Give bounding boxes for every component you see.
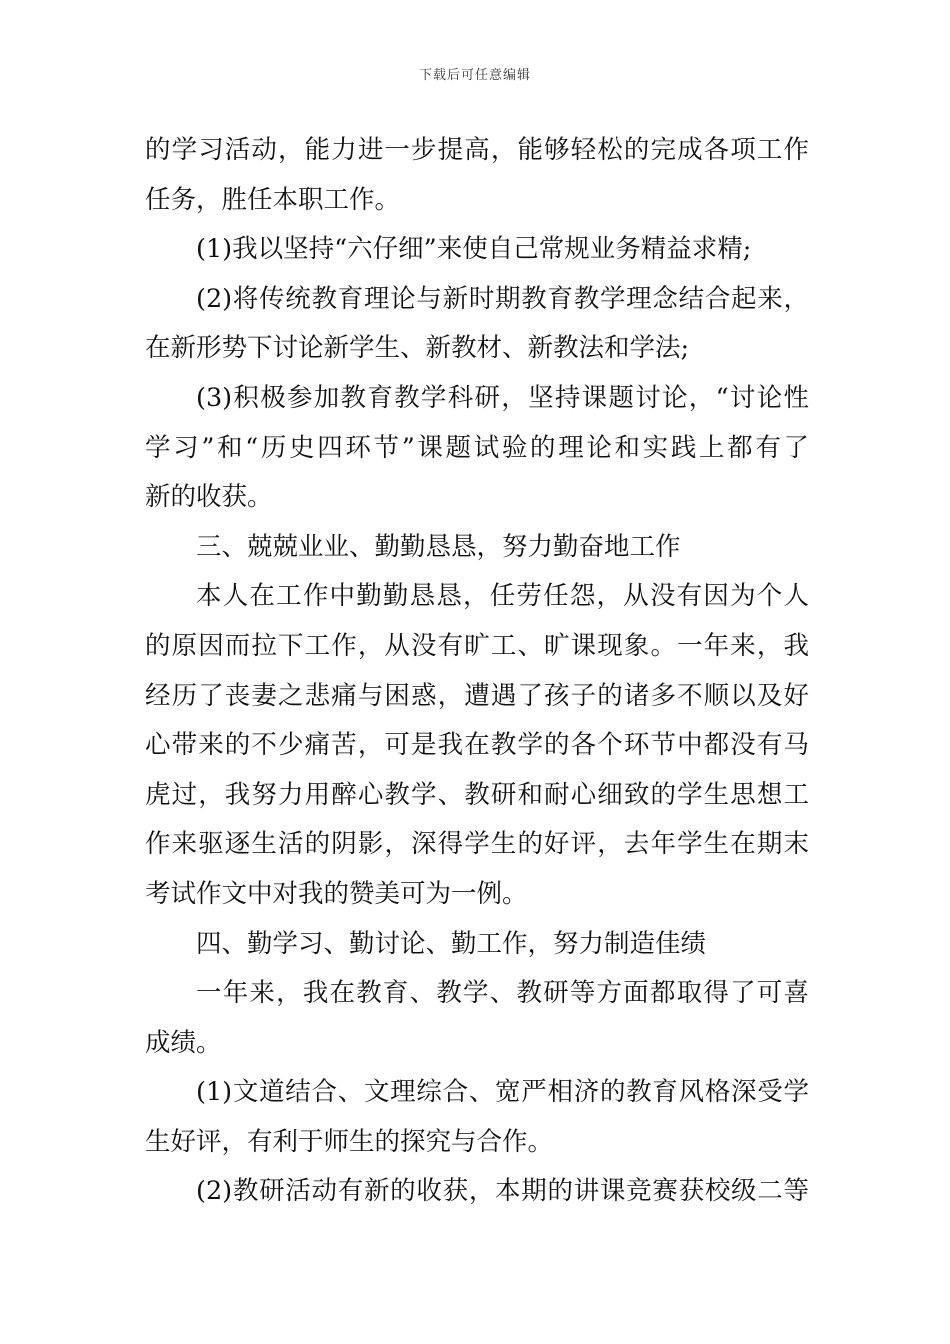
text-line: 新的收获。 — [145, 482, 273, 513]
text-line: 生好评，有利于师生的探究与合作。 — [145, 1126, 554, 1157]
text-line: 在新形势下讨论新学生、新教材、新教法和学法; — [145, 333, 690, 364]
text-line: 的学习活动，能力进一步提高，能够轻松的完成各项工作 — [145, 135, 809, 165]
text-line: 本人在工作中勤勤恳恳，任劳任怨，从没有因为个人 — [196, 581, 809, 612]
text-line: 四、勤学习、勤讨论、勤工作，努力制造佳绩 — [196, 928, 707, 959]
text-line: 的原因而拉下工作，从没有旷工、旷课现象。一年来，我 — [145, 630, 809, 661]
text-line: (1)文道结合、文理综合、宽严相济的教育风格深受学 — [196, 1077, 809, 1108]
document-body — [145, 126, 809, 1217]
text-line: 考试作文中对我的赞美可为一例。 — [145, 878, 528, 909]
text-line: 作来驱逐生活的阴影，深得学生的好评，去年学生在期末 — [145, 829, 809, 860]
text-line: (2)教研活动有新的收获，本期的讲课竞赛获校级二等 — [196, 1176, 809, 1207]
page-header: 下载后可任意编辑 — [418, 68, 531, 83]
text-line: (1)我以坚持“六仔细”来使自己常规业务精益求精; — [196, 234, 752, 265]
text-line: 三、兢兢业业、勤勤恳恳，努力勤奋地工作 — [196, 531, 681, 562]
text-line: 经历了丧妻之悲痛与困惑，遭遇了孩子的诸多不顺以及好 — [145, 680, 809, 711]
text-line: 成绩。 — [145, 1027, 222, 1058]
text-line: (3)积极参加教育教学科研，坚持课题讨论，“讨论性 — [196, 382, 809, 413]
text-line: 虎过，我努力用醉心教学、教研和耐心细致的学生思想工 — [145, 779, 809, 810]
text-line: 一年来，我在教育、教学、教研等方面都取得了可喜 — [196, 978, 809, 1009]
text-line: 任务，胜任本职工作。 — [145, 184, 401, 215]
text-line: (2)将传统教育理论与新时期教育教学理念结合起来， — [196, 283, 809, 314]
text-line: 心带来的不少痛苦，可是我在教学的各个环节中都没有马 — [145, 730, 809, 761]
text-line: 学习”和“历史四环节”课题试验的理论和实践上都有了 — [145, 432, 809, 463]
